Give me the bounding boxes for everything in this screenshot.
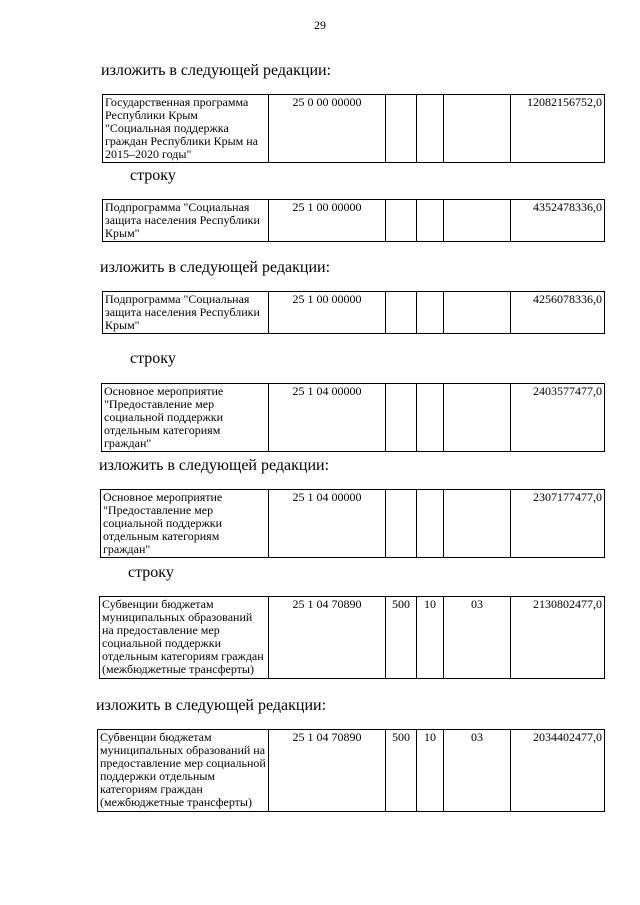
row-amount: 2307177477,0: [511, 490, 605, 558]
row-code: 25 1 04 00000: [269, 384, 386, 452]
row-code: 25 1 04 70890: [269, 730, 386, 812]
row-vr: 500: [386, 730, 417, 812]
row-rz: [417, 384, 444, 452]
row-rz: [417, 490, 444, 558]
row-vr: 500: [386, 597, 417, 679]
row-amount: 2034402477,0: [511, 730, 605, 812]
row-code: 25 1 04 70890: [269, 597, 386, 679]
row-pr: [444, 95, 511, 163]
budget-row-table: [102, 199, 605, 242]
row-rz: 10: [417, 597, 444, 679]
row-pr: [444, 490, 511, 558]
row-name: Субвенции бюджетам муниципальных образований на предоставление мер социальной поддержки отдельным категориям граждан (межбюджетные трансферты): [100, 597, 269, 679]
block-heading: строку: [128, 564, 174, 581]
budget-row-table: [102, 291, 605, 334]
row-pr: 03: [444, 597, 511, 679]
row-name: Основное мероприятие "Предоставление мер социальной поддержки отдельным категориям граждан": [102, 384, 269, 452]
page-number: 29: [314, 18, 326, 32]
budget-row-table: [99, 596, 605, 679]
row-vr: [386, 292, 417, 334]
row-pr: [444, 200, 511, 242]
budget-row-table: [102, 94, 605, 163]
budget-row-table: [101, 383, 605, 452]
row-pr: [444, 384, 511, 452]
row-name: Основное мероприятие "Предоставление мер социальной поддержки отдельным категориям граждан": [101, 490, 269, 558]
block-heading: изложить в следующей редакции:: [101, 62, 332, 79]
row-name: Подпрограмма "Социальная защита населения Республики Крым": [103, 200, 269, 242]
row-amount: 2130802477,0: [511, 597, 605, 679]
row-rz: [417, 292, 444, 334]
row-amount: 4352478336,0: [511, 200, 605, 242]
row-amount: 2403577477,0: [511, 384, 605, 452]
row-name: Подпрограмма "Социальная защита населения Республики Крым": [103, 292, 269, 334]
row-code: 25 0 00 00000: [269, 95, 386, 163]
row-rz: [417, 95, 444, 163]
row-name: Государственная программа Республики Крым "Социальная поддержка граждан Республики Крым на 2015–2020 годы": [103, 95, 269, 163]
row-rz: [417, 200, 444, 242]
row-amount: 4256078336,0: [511, 292, 605, 334]
block-heading: изложить в следующей редакции:: [96, 697, 327, 714]
row-vr: [386, 95, 417, 163]
row-rz: 10: [417, 730, 444, 812]
row-vr: [386, 384, 417, 452]
row-vr: [386, 490, 417, 558]
block-heading: изложить в следующей редакции:: [99, 457, 330, 474]
row-code: 25 1 00 00000: [269, 200, 386, 242]
block-heading: изложить в следующей редакции:: [100, 259, 331, 276]
row-code: 25 1 04 00000: [269, 490, 386, 558]
budget-row-table: [100, 489, 605, 558]
row-name: Субвенции бюджетам муниципальных образований на предоставление мер социальной поддержки отдельным категориям граждан (межбюджетные трансферты): [98, 730, 269, 812]
block-heading: строку: [130, 350, 176, 367]
row-vr: [386, 200, 417, 242]
budget-row-table: [97, 729, 605, 812]
row-pr: 03: [444, 730, 511, 812]
block-heading: строку: [130, 167, 176, 184]
row-pr: [444, 292, 511, 334]
row-code: 25 1 00 00000: [269, 292, 386, 334]
row-amount: 12082156752,0: [511, 95, 605, 163]
